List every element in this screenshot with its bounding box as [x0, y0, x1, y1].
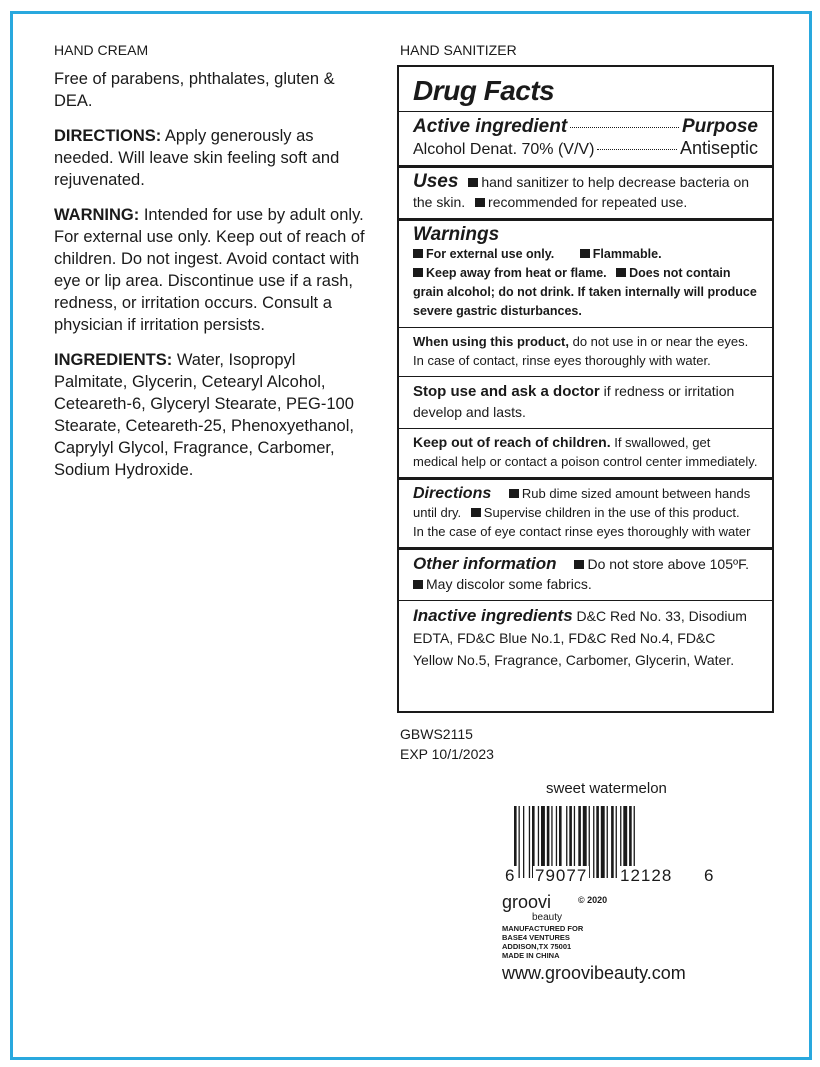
manufacturer-info: [502, 924, 583, 960]
hand-cream-body: [54, 68, 369, 494]
warning-item: Does not contain grain alcohol; do not drink. If taken internally will produce severe gastric disturbances.: [413, 266, 757, 318]
bullet-icon: [413, 580, 423, 589]
uses-item: recommended for repeated use.: [488, 194, 688, 210]
drug-facts-header: [399, 67, 772, 112]
hand-cream-intro: Free of parabens, phthalates, gluten & DEA.: [54, 70, 335, 110]
directions-label: Directions: [413, 485, 492, 502]
warning-item: Flammable.: [592, 247, 662, 261]
keep-out-label: Keep out of reach of children.: [413, 434, 611, 450]
warnings-section: [399, 221, 772, 328]
website-url: www.groovibeauty.com: [502, 963, 686, 983]
uses-item: hand sanitizer to help decrease bacteria on the skin.: [413, 174, 750, 210]
bullet-icon: [475, 198, 485, 207]
lot-info: [400, 724, 494, 764]
drug-facts-panel: [397, 65, 774, 713]
uses-label: Uses: [413, 171, 459, 192]
hand-cream-ingredients: [54, 349, 369, 481]
hand-sanitizer-title: HAND SANITIZER: [400, 42, 517, 58]
origin: MADE IN CHINA: [502, 951, 560, 960]
direction-item: Rub dime sized amount between hands until dry.: [413, 486, 751, 520]
other-information-section: [399, 550, 772, 601]
warning-label: WARNING:: [54, 206, 140, 224]
other-information-label: Other information: [413, 554, 557, 573]
uses-section: [399, 168, 772, 221]
direction-item: In the case of eye contact rinse eyes thoroughly with water: [413, 524, 751, 539]
when-using-section: [399, 328, 772, 377]
bullet-icon: [413, 249, 423, 258]
stop-use-label: Stop use and ask a doctor: [413, 383, 600, 400]
warning-text: Intended for use by adult only. For external use only. Keep out of reach of children. Do not ingest. Avoid contact with eye or lip area. Discontinue use if a rash, redness, or irritation occurs. Consult a physician if irritation persists.: [54, 206, 365, 334]
other-item: Do not store above 105ºF.: [587, 556, 749, 572]
barcode-group-1: 79077: [535, 866, 588, 885]
bullet-icon: [468, 178, 478, 187]
ingredients-text: Water, Isopropyl Palmitate, Glycerin, Cetearyl Alcohol, Ceteareth-6, Glyceryl Stearate, PEG-100 Stearate, Ceteareth-25, Phenoxyethanol, Caprylyl Glycol, Fragrance, Carbomer, Sodium Hydroxide.: [54, 351, 354, 479]
purpose-label: Purpose: [681, 116, 758, 137]
drug-facts-heading: Drug Facts: [413, 75, 555, 106]
hand-cream-directions: [54, 125, 369, 191]
directions-text: Apply generously as needed. Will leave skin feeling soft and rejuvenated.: [54, 127, 340, 189]
other-item: May discolor some fabrics.: [426, 576, 592, 592]
mfr-line: MANUFACTURED FOR: [502, 924, 584, 933]
stop-use-text: if redness or irritation develop and lasts.: [413, 383, 735, 420]
bullet-icon: [471, 508, 481, 517]
warning-item: For external use only.: [426, 247, 555, 261]
flavor-name: sweet watermelon: [546, 780, 667, 797]
barcode-right-digit: 6: [704, 866, 715, 885]
dot-leader: [570, 127, 679, 128]
ingredients-label: INGREDIENTS:: [54, 351, 173, 369]
active-ingredient-section: [399, 112, 772, 168]
directions-section: [399, 480, 772, 550]
directions-label: DIRECTIONS:: [54, 127, 162, 145]
inactive-ingredients-label: Inactive ingredients: [413, 606, 573, 625]
when-using-label: When using this product,: [413, 334, 569, 349]
hand-cream-warning: [54, 204, 369, 336]
inactive-ingredients-text: D&C Red No. 33, Disodium EDTA, FD&C Blue No.1, FD&C Red No.4, FD&C Yellow No.5, Fragrance, Carbomer, Glycerin, Water.: [413, 608, 747, 668]
hand-cream-title: HAND CREAM: [54, 42, 149, 58]
brand-name: groovi: [502, 892, 552, 912]
purpose-value: Antiseptic: [679, 138, 758, 158]
expiry-date: EXP 10/1/2023: [400, 746, 494, 762]
lot-code: GBWS2115: [400, 726, 473, 742]
bullet-icon: [580, 249, 590, 258]
keep-out-section: [399, 429, 772, 480]
barcode-group-2: 12128: [620, 866, 673, 885]
warning-item: Keep away from heat or flame.: [426, 266, 607, 280]
bullet-icon: [413, 268, 423, 277]
bullet-icon: [509, 489, 519, 498]
dot-leader: [597, 149, 677, 150]
mfr-line: ADDISON,TX 75001: [502, 942, 572, 951]
inactive-ingredients-section: [399, 601, 772, 677]
keep-out-text: If swallowed, get medical help or contact a poison control center immediately.: [413, 435, 758, 469]
mfr-line: BASE4 VENTURES: [502, 933, 570, 942]
brand-sub: beauty: [532, 912, 563, 923]
stop-use-section: [399, 377, 772, 429]
barcode-left-digit: 6: [505, 866, 516, 885]
bullet-icon: [574, 560, 584, 569]
active-ingredient-value: Alcohol Denat. 70% (V/V): [413, 141, 595, 158]
warnings-label: Warnings: [413, 224, 500, 245]
brand-logo: [502, 893, 562, 927]
copyright: © 2020: [578, 895, 608, 905]
direction-item: Supervise children in the use of this product.: [483, 505, 740, 520]
active-ingredient-label: Active ingredient: [413, 116, 568, 137]
bullet-icon: [616, 268, 626, 277]
when-using-text: do not use in or near the eyes. In case of contact, rinse eyes thoroughly with water.: [413, 334, 749, 368]
